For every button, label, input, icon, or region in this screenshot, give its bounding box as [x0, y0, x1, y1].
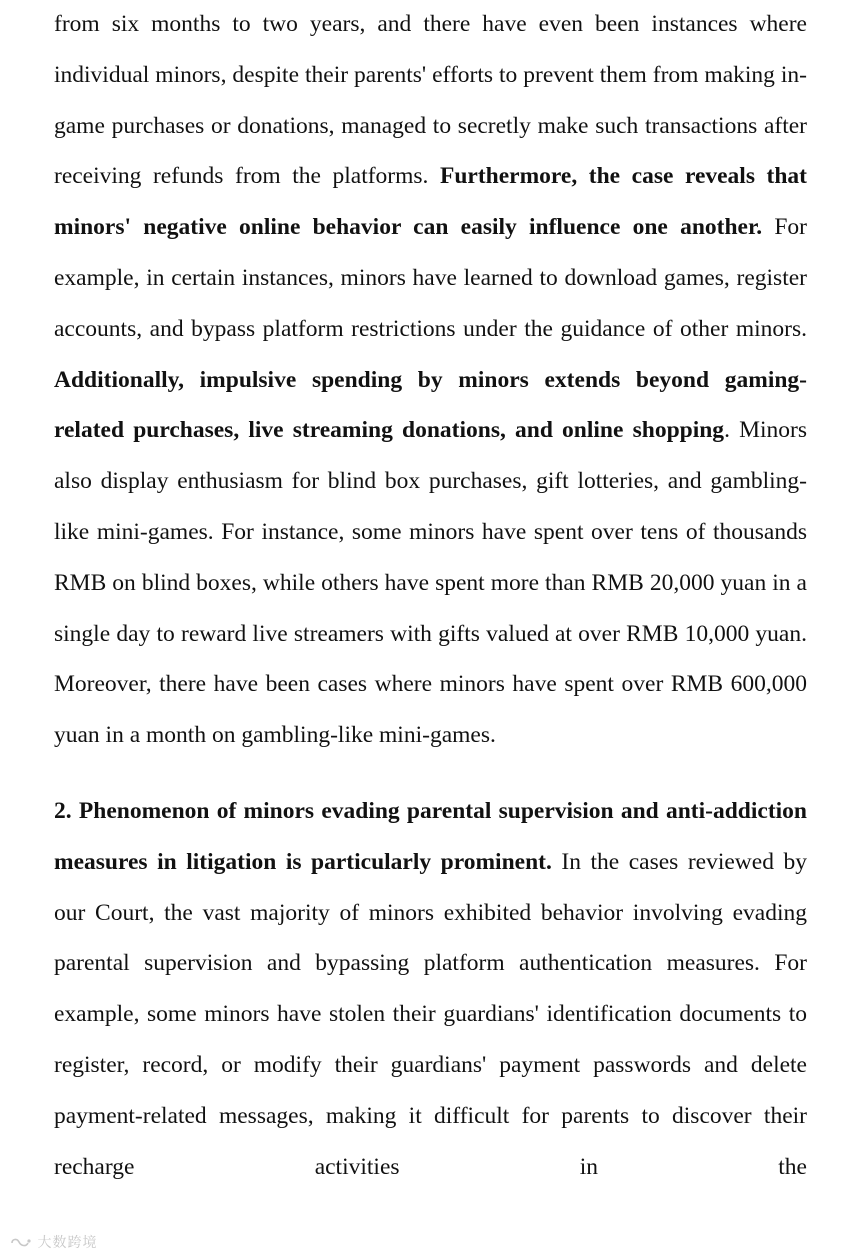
para1-bold-influence: Furthermore, the case reveals that minors' negative online behavior can easily influence one another. — [54, 163, 807, 241]
paragraph-evading-supervision — [54, 786, 807, 1192]
para1-bold-spending: Additionally, impulsive spending by minors extends beyond gaming-related purchases, live streaming donations, and online shopping — [54, 366, 807, 444]
watermark-text: 大数跨境 — [37, 1235, 98, 1251]
para1-text-2: For example, in certain instances, minors have learned to download games, register accounts, and bypass platform restrictions under the guidance of other minors. — [54, 214, 807, 342]
para2-heading: 2. Phenomenon of minors evading parental supervision and anti-addiction measures in litigation is particularly prominent. — [54, 797, 807, 875]
watermark-logo-icon — [10, 1236, 32, 1250]
para2-text-1: In the cases reviewed by our Court, the vast majority of minors exhibited behavior involving evading parental supervision and bypassing platform authentication measures. For example, some minors have stolen their guardians' identification documents to register, record, or modify their guardians' payment passwords and delete payment-related messages, making it difficult for parents to discover their recharge activities in the — [54, 848, 807, 1180]
para1-text-3: . Minors also display enthusiasm for blind box purchases, gift lotteries, and gambling-like mini-games. For instance, some minors have spent over tens of thousands RMB on blind boxes, while others have spent more than RMB 20,000 yuan in a single day to reward live streamers with gifts valued at over RMB 10,000 yuan. Moreover, there have been cases where minors have spent over RMB 600,000 yuan in a month on gambling-like mini-games. — [54, 417, 807, 749]
document-page — [54, 0, 807, 1193]
paragraph-spending — [54, 0, 807, 761]
watermark — [10, 1232, 97, 1252]
para1-text-1: from six months to two years, and there have even been instances where individual minors, despite their parents' efforts to prevent them from making in-game purchases or donations, managed to secretly make such transactions after receiving refunds from the platforms. — [54, 11, 807, 190]
